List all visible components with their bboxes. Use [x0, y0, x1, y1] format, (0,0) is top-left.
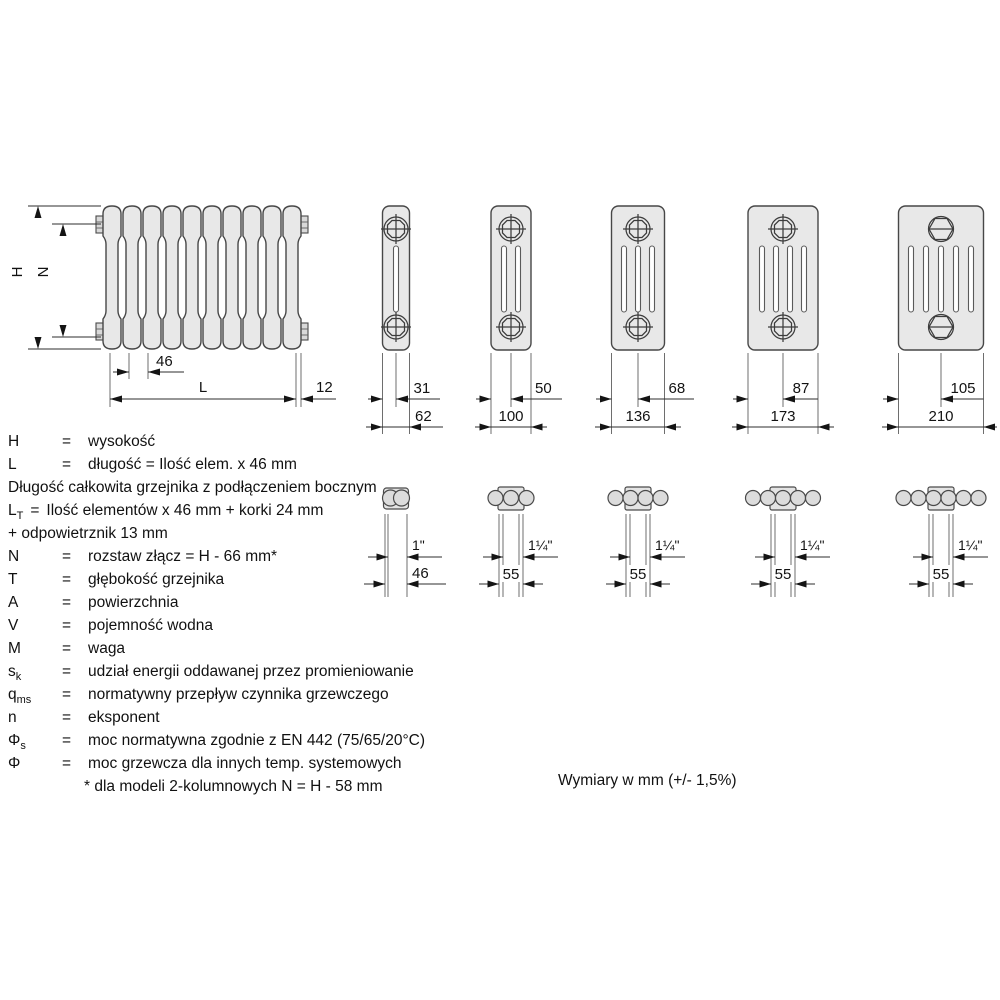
dim-label-depth: 62	[415, 408, 432, 425]
legend-symbol: $L_T$	[8, 502, 24, 523]
legend-symbol: $q_{ms}$	[8, 686, 32, 707]
legend-row: n = eksponent	[8, 706, 553, 729]
radiator-element	[223, 206, 241, 349]
dim-label-element-width: 46	[156, 353, 173, 370]
legend-symbol: L	[8, 456, 17, 473]
radiator-element	[183, 206, 201, 349]
legend-symbol: H	[8, 433, 20, 450]
dim-label-depth: 173	[770, 408, 796, 425]
radiator-element	[243, 206, 261, 349]
legend-symbol: $\Phi_s$	[8, 732, 26, 753]
legend-symbol: n	[8, 709, 17, 726]
dim-label-connector-spacing: N	[35, 266, 52, 278]
legend-row: $q_{ms}$ = normatywny przepływ czynnika grzewczego	[8, 683, 553, 706]
dim-label-pitch: 55	[932, 566, 950, 583]
legend-row: $s_k$ = udział energii oddawanej przez promieniowanie	[8, 660, 553, 683]
cross-section-6-columns	[882, 206, 997, 434]
dim-label-connection: 1¼"	[528, 537, 553, 553]
legend-row: L = długość = Ilość elem. x 46 mm	[8, 453, 553, 476]
legend-row: Φ = moc grzewcza dla innych temp. systemowych	[8, 752, 553, 775]
radiator-element	[203, 206, 221, 349]
symbol-legend	[8, 430, 553, 798]
radiator-element	[123, 206, 141, 349]
dim-label-depth: 210	[928, 408, 954, 425]
legend-symbol: Φ	[8, 755, 21, 772]
radiator-element	[163, 206, 181, 349]
legend-row: V = pojemność wodna	[8, 614, 553, 637]
radiator-element	[263, 206, 281, 349]
top-view-6-columns	[896, 487, 988, 597]
radiator-element	[283, 206, 301, 349]
cross-section-5-columns	[732, 206, 834, 434]
legend-row: $\Phi_s$ = moc normatywna zgodnie z EN 442 (75/65/20°C)	[8, 729, 553, 752]
dim-label-connection: 1"	[412, 537, 425, 553]
dim-label-half-depth: 87	[792, 380, 810, 397]
top-view-4-columns	[606, 487, 685, 597]
legend-row: Długość całkowita grzejnika z podłączeniem bocznym	[8, 479, 377, 496]
dim-label-length: L	[198, 379, 208, 396]
legend-row-footnote: * dla modeli 2-kolumnowych N = H - 58 mm	[84, 778, 383, 795]
dim-label-half-depth: 50	[535, 380, 552, 397]
cross-section-2-columns	[366, 206, 443, 434]
length-dimensions	[110, 353, 336, 407]
dim-label-pitch: 55	[629, 566, 647, 583]
dim-label-pitch: 55	[774, 566, 792, 583]
height-dimensions	[9, 206, 101, 349]
legend-row: H = wysokość	[8, 430, 553, 453]
dim-label-half-depth: 31	[413, 380, 431, 397]
legend-row: T = głębokość grzejnika	[8, 568, 553, 591]
front-view-radiator	[9, 206, 336, 407]
legend-symbol: A	[8, 594, 19, 611]
dim-label-overhang: 12	[316, 379, 333, 396]
dim-label-depth: 100	[498, 408, 524, 425]
legend-symbol: N	[8, 548, 20, 565]
legend-symbol: T	[8, 571, 18, 588]
legend-symbol: $s_k$	[8, 663, 22, 684]
dim-label-connection: 1¼"	[655, 537, 680, 553]
legend-row: + odpowietrznik 13 mm	[8, 525, 168, 542]
cross-section-3-columns	[475, 206, 562, 434]
radiator-element	[103, 206, 121, 349]
radiator-element	[143, 206, 161, 349]
legend-row: M = waga	[8, 637, 553, 660]
dim-label-connection: 1¼"	[958, 537, 983, 553]
dimensions-tolerance-note: Wymiary w mm (+/- 1,5%)	[558, 772, 737, 789]
legend-row: A = powierzchnia	[8, 591, 553, 614]
dim-label-connection: 1¼"	[800, 537, 825, 553]
dim-label-half-depth: 105	[950, 380, 976, 397]
dim-label-pitch: 55	[502, 566, 520, 583]
cross-section-4-columns	[595, 206, 694, 434]
dim-label-half-depth: 68	[668, 380, 686, 397]
legend-row: N = rozstaw złącz = H - 66 mm*	[8, 545, 553, 568]
dim-label-pitch: 46	[412, 565, 429, 582]
dim-label-depth: 136	[625, 408, 651, 425]
top-view-5-columns	[746, 487, 831, 597]
legend-symbol: M	[8, 640, 21, 657]
dim-label-height: H	[9, 266, 26, 278]
legend-row: $L_T$ = Ilość elementów x 46 mm + korki 24 mm	[8, 499, 553, 522]
legend-symbol: V	[8, 617, 19, 634]
